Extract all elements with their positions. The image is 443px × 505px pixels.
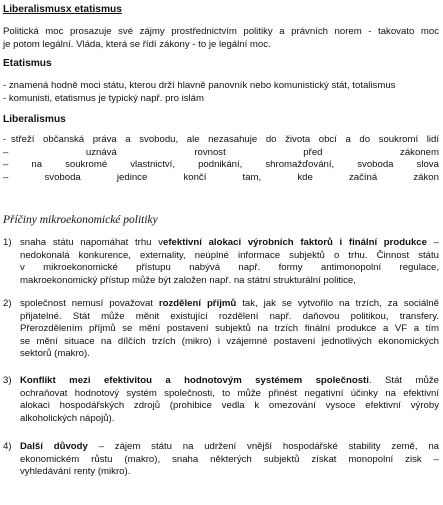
item-line: vyhledávání renty (mikro). — [20, 466, 131, 478]
word: rovnost — [194, 146, 226, 158]
item-text: . Stát může — [368, 375, 439, 386]
list-item — [3, 159, 439, 172]
item-emphasis: rozdělení příjmů — [158, 298, 237, 309]
item-line: alkoholických nápojů). — [20, 412, 115, 424]
item-number: 4) — [3, 441, 12, 452]
word: soukromé — [65, 159, 108, 171]
item-line: sektorů (makro). — [20, 348, 90, 360]
word: – — [3, 159, 9, 171]
item-text: tak, jak se vytvořilo na trzích, za sociálně — [236, 298, 439, 309]
item-line: ekonomickém růstu (makro), snaha některých subjektů získat monopolní zisk – — [20, 453, 439, 465]
item-line: ochraňovat hodnotový systém společnosti, to může přinést negativní účinky na efektivní — [20, 387, 439, 399]
word: jedince — [116, 171, 148, 183]
paragraph-line: Politická moc prosazuje své zájmy prostřednictvím politiky a právních norem - takovato moc — [3, 26, 439, 37]
word: svoboda — [357, 159, 394, 171]
word: začíná — [348, 171, 378, 183]
item-line — [20, 441, 439, 454]
word: na — [31, 159, 43, 171]
word: shromažďování, — [265, 159, 335, 171]
word: končí — [183, 171, 207, 183]
item-line: makroekonomický přístup může být založen např. na státní strukturální politice, — [20, 274, 356, 286]
list-item — [3, 172, 439, 185]
item-number: 2) — [3, 298, 12, 309]
list-item: - znamená hodně moci státu, kterou drží hlavně panovník nebo komunistický stát, totalismus — [3, 80, 396, 91]
item-body — [20, 298, 439, 361]
list-item — [3, 134, 439, 147]
word: před — [303, 146, 323, 158]
item-text: – — [426, 237, 439, 248]
heading-liberalism: Liberalismus — [3, 114, 66, 125]
word: kde — [297, 171, 313, 183]
word: podnikání, — [198, 159, 243, 171]
item-line — [20, 375, 439, 388]
item-number: 3) — [3, 375, 12, 386]
item-text: společnost nemusí považovat — [20, 298, 159, 309]
dash-bullet: - — [3, 134, 7, 145]
item-text: – zájem státu na udržení vnější hospodářské stability země, na — [87, 441, 439, 452]
heading-liberalism-vs-etatism: Liberalismusx etatismus — [3, 4, 122, 15]
word: tam, — [242, 171, 262, 183]
numbered-item-1 — [3, 237, 439, 287]
heading-etatism: Etatismus — [3, 58, 52, 69]
list-etatism — [3, 80, 439, 105]
paragraph-political-power — [3, 26, 439, 51]
word: svoboda — [44, 171, 81, 183]
word: slova — [416, 159, 439, 171]
item-line — [20, 237, 439, 250]
word: vlastnictví, — [130, 159, 176, 171]
item-line: v mikroekonomické přístupu nabývá např. formy antimonopolní regulace, — [20, 262, 439, 274]
item-number: 1) — [3, 237, 12, 248]
item-line: nedokonalá konkurence, externality, neúplné informace subjektů o trhu. Činnost státu — [20, 249, 439, 261]
list-item-text: střeží občanská práva a svobodu, ale nezasahuje do života obcí a do soukromí lidí — [11, 134, 439, 145]
list-item — [3, 147, 439, 160]
item-text: snaha státu napomáhat trhu v — [20, 237, 163, 248]
numbered-item-4 — [3, 441, 439, 479]
word: – — [3, 171, 9, 183]
list-item: - komunisti, etatismus je typický např. pro islám — [3, 92, 205, 104]
item-line: se mění situace na dílčích trzích (mikro) i vzájemné postavení jednotlivých ekonomických — [20, 335, 439, 347]
item-line: Přerozdělením příjmů se mění postavení subjektů na trzích finální produkce a VF a tím — [20, 323, 439, 335]
heading-microeconomic-policy-causes: Příčiny mikroekonomické politiky — [3, 214, 158, 226]
item-body — [20, 237, 439, 287]
word: – — [3, 146, 9, 158]
numbered-item-2 — [3, 298, 439, 361]
list-liberalism — [3, 134, 439, 184]
item-emphasis: Další důvody — [20, 441, 88, 452]
item-body — [20, 441, 439, 479]
item-line: alokaci hospodářských zdrojů (prohibice vedla k omezování vysoce efektivní výroby — [20, 400, 439, 412]
word: zákon — [413, 171, 439, 183]
numbered-item-3 — [3, 375, 439, 425]
item-emphasis: efektivní alokaci výrobních faktorů i finální produkce — [163, 237, 427, 248]
word: uznává — [85, 146, 117, 158]
item-emphasis: Konflikt mezi efektivitou a hodnotovým systémem společnosti — [20, 375, 369, 386]
item-line: přijatelné. Stát může měnit existující rozdělení např. daňovou politikou, transfery. — [20, 310, 439, 322]
item-line — [20, 298, 439, 311]
item-body — [20, 375, 439, 425]
paragraph-line: je potom legální. Vláda, která se řídí zákony - to je legální moc. — [3, 38, 271, 50]
word: zákonem — [400, 146, 439, 158]
